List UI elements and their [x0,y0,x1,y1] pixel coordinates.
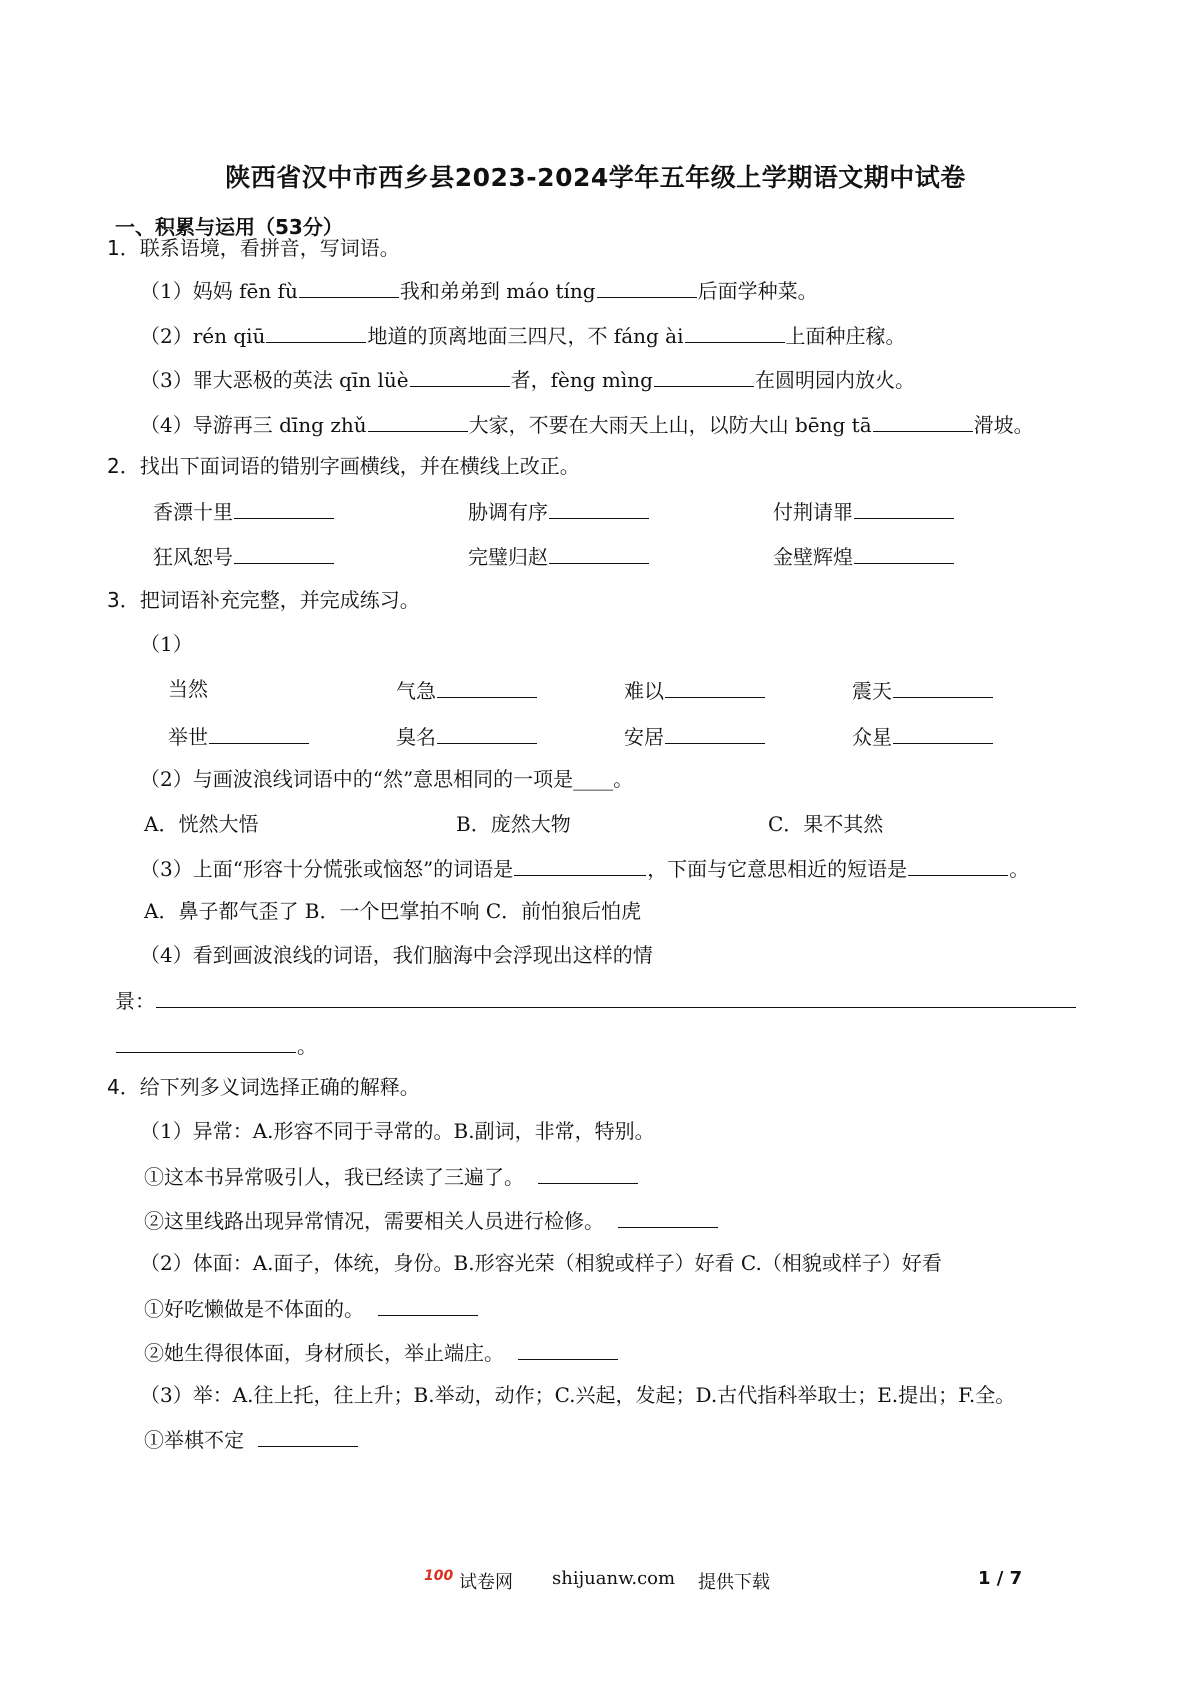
answer-blank[interactable] [873,409,973,432]
choice-b: B．庞然大物 [456,812,571,836]
question-1-item-4: （4）导游再三 dīng zhǔ 大家，不要在大雨天上山，以防大山 bēng tā 滑坡。 [140,409,1034,439]
idiom-item: 众星 [852,721,994,751]
question-2-word: 胁调有序 [468,496,650,526]
question-3-part-4: （4）看到画波浪线的词语，我们脑海中会浮现出这样的情 [140,943,653,967]
svg-text:100: 100 [424,1568,454,1584]
question-1-item-2: （2）rén qiū 地道的顶离地面三四尺，不 fáng ài 上面种庄稼。 [140,320,906,350]
question-3-part-1: （1） [140,632,193,656]
answer-blank[interactable] [908,853,1008,876]
answer-blank[interactable] [116,1030,296,1053]
question-4-item: ②她生得很体面，身材颀长，举止端庄。 [144,1337,619,1367]
answer-blank[interactable] [654,364,754,387]
question-2-stem: 2．找出下面词语的错别字画横线，并在横线上改正。 [107,454,580,478]
question-4-item: ①好吃懒做是不体面的。 [144,1293,479,1323]
question-4-part-1: （1）异常：A.形容不同于寻常的。B.副词，非常，特别。 [140,1119,655,1143]
answer-blank[interactable] [410,364,510,387]
site-logo-icon [424,1566,458,1584]
idiom-item: 举世 [168,721,310,751]
answer-blank[interactable] [854,496,954,519]
question-4-part-2: （2）体面：A.面子，体统，身份。B.形容光荣（相貌或样子）好看 C.（相貌或样子）好看 [140,1251,942,1275]
page-number: 1 / 7 [978,1568,1023,1589]
question-4-item: ①这本书异常吸引人，我已经读了三遍了。 [144,1161,639,1191]
question-2-word: 狂风恕号 [153,541,335,571]
question-4-item: ①举棋不定 [144,1424,359,1454]
question-2-word: 完璧归赵 [468,541,650,571]
answer-blank[interactable] [514,853,646,876]
footer-site-name: 试卷网 [459,1572,513,1593]
question-3-part-4-answer-end: 。 [115,1030,317,1060]
answer-blank[interactable] [437,721,537,744]
idiom-item: 气急 [396,675,538,705]
answer-blank[interactable] [234,541,334,564]
answer-blank[interactable] [893,675,993,698]
answer-blank[interactable] [209,721,309,744]
answer-blank[interactable] [597,275,697,298]
answer-blank[interactable] [518,1337,618,1360]
answer-blank[interactable] [266,320,366,343]
answer-blank[interactable] [893,721,993,744]
question-2-word: 香漂十里 [153,496,335,526]
question-4-part-3: （3）举：A.往上托，往上升；B.举动，动作；C.兴起，发起；D.古代指科举取士；E.提出；F.全。 [140,1383,1016,1407]
idiom-item: 安居 [624,721,766,751]
answer-blank[interactable] [156,985,1076,1008]
answer-blank[interactable] [854,541,954,564]
answer-blank[interactable] [368,409,468,432]
question-3-part-4-answer: 景： [115,985,1077,1015]
answer-blank[interactable] [549,541,649,564]
answer-blank[interactable] [685,320,785,343]
page-title: 陕西省汉中市西乡县2023-2024学年五年级上学期语文期中试卷 [225,163,966,192]
question-1-stem: 1．联系语境，看拼音，写词语。 [107,236,400,260]
idiom-item: 当然 [168,677,208,701]
question-2-word: 金壁辉煌 [773,541,955,571]
answer-blank[interactable] [665,721,765,744]
idiom-item: 震天 [852,675,994,705]
answer-blank[interactable] [549,496,649,519]
answer-blank[interactable] [618,1205,718,1228]
choice-a: A．恍然大悟 [144,812,259,836]
section-heading: 一、积累与运用（53分） [115,215,343,239]
question-3-stem: 3．把词语补充完整，并完成练习。 [107,588,420,612]
answer-blank[interactable] [538,1161,638,1184]
answer-blank[interactable] [258,1424,358,1447]
question-2-word: 付荆请罪 [773,496,955,526]
question-1-item-3: （3）罪大恶极的英法 qīn lüè 者，fèng mìng 在圆明园内放火。 [140,364,915,394]
question-1-item-1: （1）妈妈 fēn fù 我和弟弟到 máo tíng 后面学种菜。 [140,275,818,305]
answer-blank[interactable] [665,675,765,698]
choice-c: C．果不其然 [768,812,884,836]
footer-provide: 提供下载 [698,1572,770,1593]
question-4-stem: 4．给下列多义词选择正确的解释。 [107,1075,420,1099]
idiom-item: 臭名 [396,721,538,751]
question-3-part-3-options: A．鼻子都气歪了 B．一个巴掌拍不响 C．前怕狼后怕虎 [144,899,642,923]
footer-domain[interactable]: shijuanw.com [552,1568,676,1589]
answer-blank[interactable] [299,275,399,298]
question-4-item: ②这里线路出现异常情况，需要相关人员进行检修。 [144,1205,719,1235]
question-3-part-3: （3）上面“形容十分慌张或恼怒”的词语是 ，下面与它意思相近的短语是 。 [140,853,1029,883]
answer-blank[interactable] [378,1293,478,1316]
idiom-item: 难以 [624,675,766,705]
question-3-part-2: （2）与画波浪线词语中的“然”意思相同的一项是____。 [140,767,634,791]
answer-blank[interactable] [437,675,537,698]
answer-blank[interactable] [234,496,334,519]
